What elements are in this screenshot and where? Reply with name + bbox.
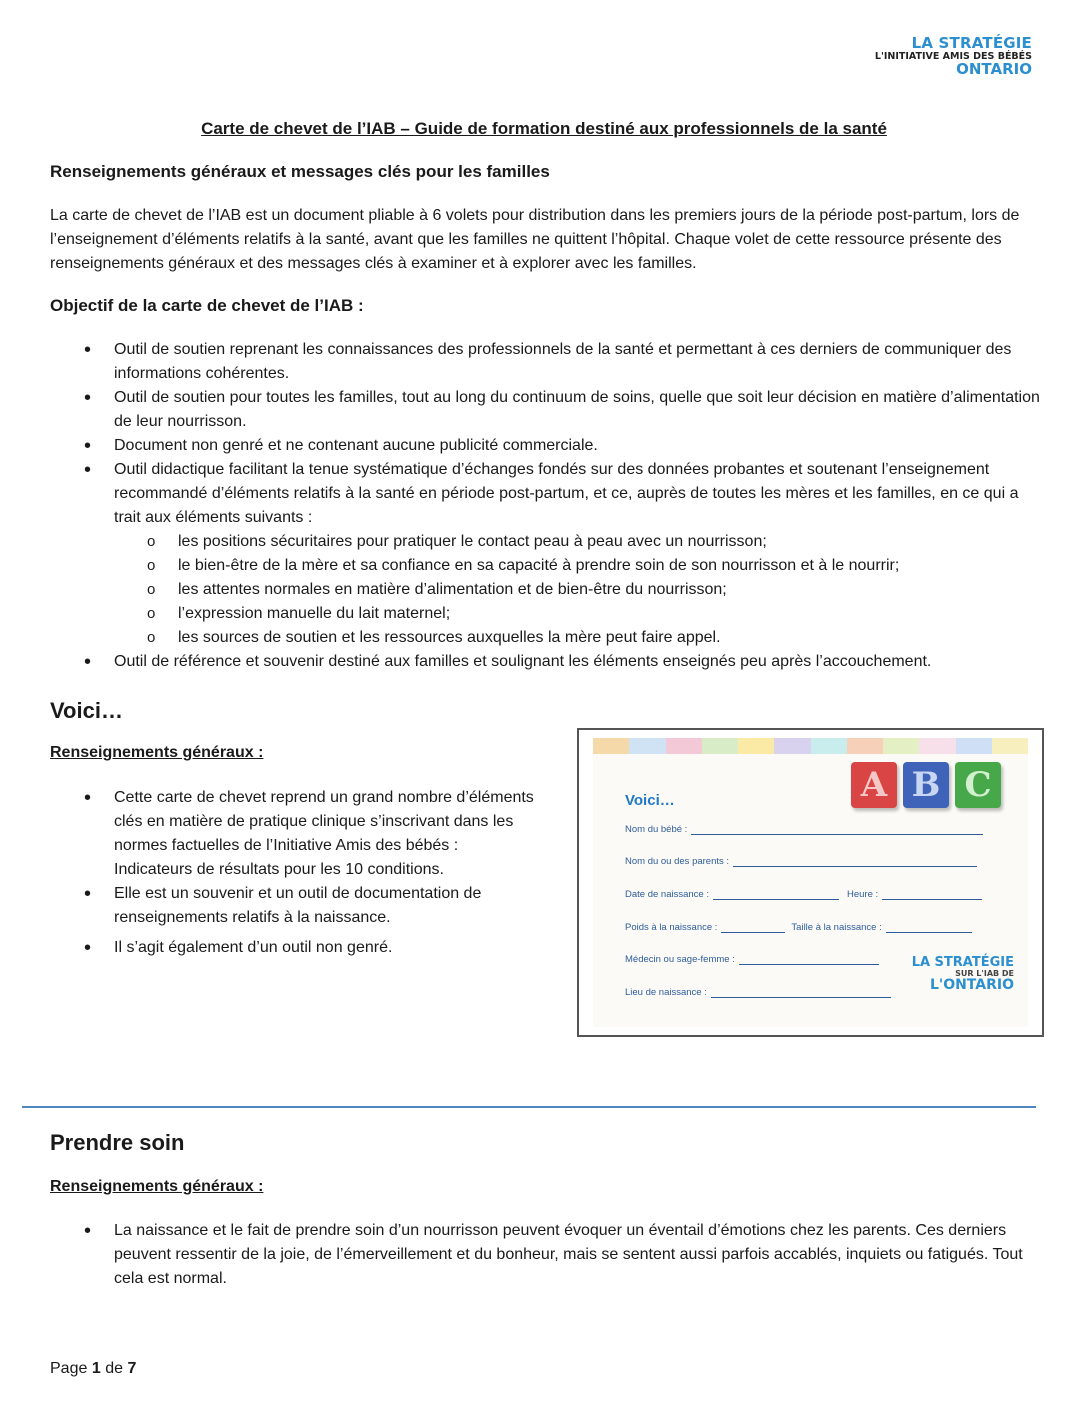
card-field-place: Lieu de naissance : xyxy=(625,987,891,998)
prendre-soin-list xyxy=(50,1219,1040,1291)
objective-heading: Objectif de la carte de chevet de l’IAB : xyxy=(50,296,364,315)
card-field-doctor: Médecin ou sage-femme : xyxy=(625,954,879,965)
sub-list-item: o les attentes normales en matière d’alimentation et de bien-être du nourrisson; xyxy=(114,578,1040,602)
list-item: • Il s’agit également d’un outil non genré. xyxy=(50,936,540,960)
card-title: Voici… xyxy=(625,792,675,809)
card-stripe xyxy=(919,738,955,754)
sub-list-item: o les positions sécuritaires pour pratiquer le contact peau à peau avec un nourrisson; xyxy=(114,530,1040,554)
list-item: • Outil de soutien reprenant les connaissances des professionnels de la santé et permettant à ces derniers de communiquer des informations cohérentes. xyxy=(50,338,1040,386)
list-item: • Elle est un souvenir et un outil de documentation de renseignements relatifs à la naissance. xyxy=(50,882,540,930)
card-stripe xyxy=(666,738,702,754)
card-stripe xyxy=(847,738,883,754)
voici-subheading: Renseignements généraux : xyxy=(50,744,264,761)
prendre-soin-subheading: Renseignements généraux : xyxy=(50,1178,264,1195)
card-stripe xyxy=(629,738,665,754)
card-stripe xyxy=(992,738,1028,754)
voici-list xyxy=(50,786,540,960)
strategy-logo xyxy=(875,36,1032,77)
card-logo: LA STRATÉGIE SUR L'IAB DE L'ONTARIO xyxy=(911,955,1014,994)
block-c: C xyxy=(955,762,1001,808)
sub-list-item: o le bien-être de la mère et sa confiance en sa capacité à prendre soin de son nourrisson et à le nourrir; xyxy=(114,554,1040,578)
card-stripe xyxy=(774,738,810,754)
card-field-baby-name: Nom du bébé : xyxy=(625,824,983,835)
sub-list xyxy=(114,530,1040,650)
card-stripe xyxy=(956,738,992,754)
objective-list xyxy=(50,338,1040,674)
prendre-soin-heading: Prendre soin xyxy=(50,1130,185,1155)
logo-line-3: ONTARIO xyxy=(956,59,1032,78)
intro-paragraph: La carte de chevet de l’IAB est un document pliable à 6 volets pour distribution dans les premiers jours de la période post-partum, lors de l’enseignement d’éléments relatifs à la santé, avant que les familles ne quittent l’hôpital. Chaque volet de cette ressource présente des renseignements généraux et des messages clés à examiner et à explorer avec les familles. xyxy=(50,207,1020,272)
list-item: • Cette carte de chevet reprend un grand nombre d’éléments clés en matière de pratique clinique s’inscrivant dans les normes factuelles de l’Initiative Amis des bébés : Indicateurs de résultats pour les 10 conditions. xyxy=(50,786,540,882)
card-color-stripes xyxy=(593,738,1028,754)
sub-list-item: o les sources de soutien et les ressources auxquelles la mère peut faire appel. xyxy=(114,626,1040,650)
card-stripe xyxy=(738,738,774,754)
document-title: Carte de chevet de l’IAB – Guide de formation destiné aux professionnels de la santé xyxy=(201,119,887,138)
section-heading-general: Renseignements généraux et messages clés pour les familles xyxy=(50,162,550,181)
list-item: • Outil de soutien pour toutes les familles, tout au long du continuum de soins, quelle que soit leur décision en matière d’alimentation de leur nourrisson. xyxy=(50,386,1040,434)
card-panel xyxy=(593,738,1028,1027)
bedside-card-image xyxy=(577,728,1044,1037)
card-stripe xyxy=(593,738,629,754)
card-stripe xyxy=(811,738,847,754)
card-stripe xyxy=(702,738,738,754)
list-item: • La naissance et le fait de prendre soin d’un nourrisson peuvent évoquer un éventail d’émotions chez les parents. Ces derniers peuvent ressentir de la joie, de l’émerveillement et du bonheur, mais se sentent aussi parfois accablés, inquiets ou fatigués. Tout cela est normal. xyxy=(50,1219,1040,1291)
section-divider xyxy=(22,1106,1036,1108)
voici-heading: Voici… xyxy=(50,698,123,723)
page-number: Page 1 de 7 xyxy=(50,1360,137,1377)
logo-line-2: L'INITIATIVE AMIS DES BÉBÉS xyxy=(874,50,1032,62)
block-a: A xyxy=(851,762,897,808)
card-field-weight: Poids à la naissance : Taille à la naissance : xyxy=(625,922,972,933)
logo-line-1: LA STRATÉGIE xyxy=(911,34,1032,52)
list-item: • Outil didactique facilitant la tenue systématique d’échanges fondés sur des données probantes et soutenant l’enseignement recommandé d’éléments relatifs à la santé en période post-partum, et ce, auprès de toutes les mères et les familles, en ce qui a trait aux éléments suivants : o les positions sécuritaires pour pratiquer le contact peau à peau avec un nourrisson; o le bien-être de la mère et sa confiance en sa capacité à prendre soin de son nourrisson et à le nourrir; o les attentes normales en matière d’alimentation et de bien-être du nourrisson; o l’expression manuelle du lait maternel; o les sources de soutien et les ressources auxquelles la mère peut faire appel. xyxy=(50,458,1040,650)
card-stripe xyxy=(883,738,919,754)
sub-list-item: o l’expression manuelle du lait maternel; xyxy=(114,602,1040,626)
list-item: • Outil de référence et souvenir destiné aux familles et soulignant les éléments enseignés peu après l’accouchement. xyxy=(50,650,1040,674)
abc-blocks xyxy=(851,762,1001,808)
card-field-birth-date: Date de naissance : Heure : xyxy=(625,889,982,900)
card-field-parents: Nom du ou des parents : xyxy=(625,856,977,867)
list-item: • Document non genré et ne contenant aucune publicité commerciale. xyxy=(50,434,1040,458)
block-b: B xyxy=(903,762,949,808)
